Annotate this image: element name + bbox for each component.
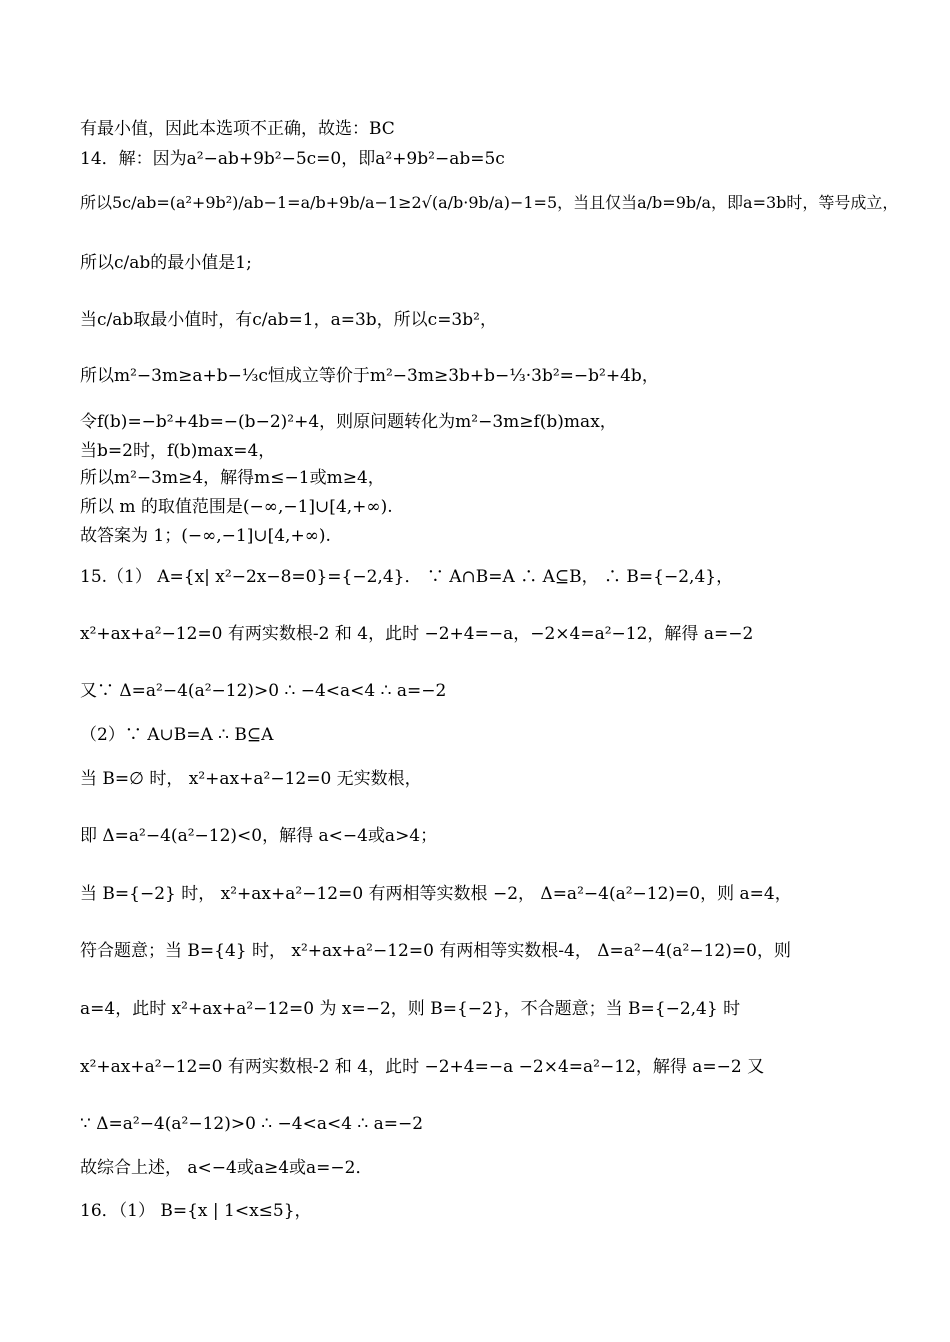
text-line: 所以m²−3m≥4，解得m≤−1或m≥4， xyxy=(80,468,385,488)
text-line: （2）∵ A∪B=A ∴ B⊆A xyxy=(80,725,274,745)
text-line: 16．（1） B={x | 1<x≤5}， xyxy=(80,1201,312,1221)
text-line: 符合题意；当 B={4} 时， x²+ax+a²−12=0 有两相等实数根-4， Δ=a²−4(a²−12)=0，则 xyxy=(80,941,791,961)
text-line: 当 B=∅ 时， x²+ax+a²−12=0 无实数根， xyxy=(80,769,422,789)
text-line: 令f(b)=−b²+4b=−(b−2)²+4，则原问题转化为m²−3m≥f(b)max， xyxy=(80,412,617,432)
text-line: 当b=2时，f(b)max=4， xyxy=(80,441,276,461)
text-line: 所以5c/ab=(a²+9b²)/ab−1=a/b+9b/a−1≥2√(a/b·9b/a)−1=5，当且仅当a/b=9b/a，即a=3b时，等号成立， xyxy=(80,193,899,212)
text-line: 故答案为 1；(−∞,−1]∪[4,+∞). xyxy=(80,526,331,546)
text-line: x²+ax+a²−12=0 有两实数根-2 和 4，此时 −2+4=−a，−2×4=a²−12，解得 a=−2 xyxy=(80,624,754,644)
text-line: 当 B={−2} 时， x²+ax+a²−12=0 有两相等实数根 −2， Δ=a²−4(a²−12)=0，则 a=4， xyxy=(80,884,792,904)
text-line: a=4，此时 x²+ax+a²−12=0 为 x=−2，则 B={−2}，不合题意；当 B={−2,4} 时 xyxy=(80,999,741,1019)
text-line: 所以m²−3m≥a+b−⅓c恒成立等价于m²−3m≥3b+b−⅓·3b²=−b²+4b， xyxy=(80,366,659,386)
text-line: 14．解：因为a²−ab+9b²−5c=0，即a²+9b²−ab=5c xyxy=(80,149,505,169)
text-line: 即 Δ=a²−4(a²−12)<0，解得 a<−4或a>4； xyxy=(80,826,438,846)
text-line: ∵ Δ=a²−4(a²−12)>0 ∴ −4<a<4 ∴ a=−2 xyxy=(80,1114,424,1134)
text-line: 15.（1） A={x| x²−2x−8=0}={−2,4}． ∵ A∩B=A ∴ A⊆B， ∴ B={−2,4}， xyxy=(80,567,734,587)
text-line: 所以c/ab的最小值是1; xyxy=(80,253,252,273)
text-line: 有最小值，因此本选项不正确，故选：BC xyxy=(80,119,395,139)
text-line: 又∵ Δ=a²−4(a²−12)>0 ∴ −4<a<4 ∴ a=−2 xyxy=(80,681,447,701)
text-line: 故综合上述， a<−4或a≥4或a=−2． xyxy=(80,1158,373,1178)
text-line: 当c/ab取最小值时，有c/ab=1，a=3b，所以c=3b²， xyxy=(80,310,497,330)
text-line: 所以 m 的取值范围是(−∞,−1]∪[4,+∞). xyxy=(80,497,393,517)
text-line: x²+ax+a²−12=0 有两实数根-2 和 4，此时 −2+4=−a −2×4=a²−12，解得 a=−2 又 xyxy=(80,1057,765,1077)
